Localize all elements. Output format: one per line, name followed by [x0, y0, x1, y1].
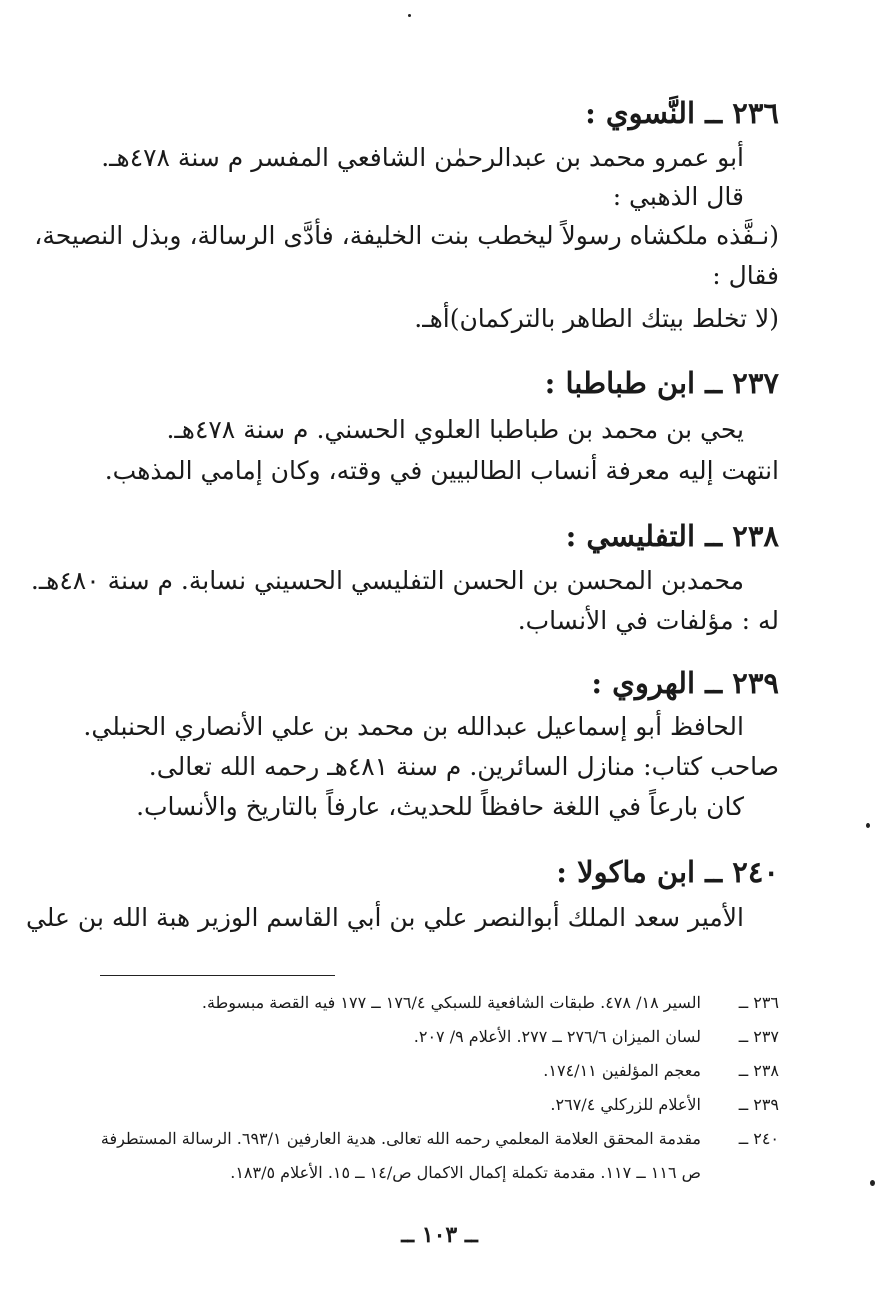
footnote-240: [90, 1129, 779, 1148]
entry-line: صاحب كتاب: منازل السائرين. م سنة ٤٨١هـ رحمه الله تعالى.: [148, 752, 779, 781]
entry-line: (نـفَّذه ملكشاه رسولاً ليخطب بنت الخليفة، فأدَّى الرسالة، وبذل النصيحة،: [34, 221, 779, 250]
footnote-divider: [100, 975, 335, 976]
entry-line: الأمير سعد الملك أبوالنصر علي بن أبي القاسم الوزير هبة الله بن علي: [25, 903, 744, 932]
scan-speck: [408, 14, 411, 17]
entry-line: له : مؤلفات في الأنساب.: [517, 606, 779, 635]
entry-heading-237: ٢٣٧ ــ ابن طباطبا :: [544, 366, 779, 400]
entry-line: انتهت إليه معرفة أنساب الطالبيين في وقته، وكان إمامي المذهب.: [104, 456, 779, 485]
entry-line: فقال :: [712, 261, 779, 290]
entry-line: يحي بن محمد بن طباطبا العلوي الحسني. م سنة ٤٧٨هـ.: [166, 415, 744, 444]
footnote-text: الأعلام للزركلي ٢٦٧/٤.: [550, 1095, 701, 1114]
footnote-text: السير ١٨/ ٤٧٨. طبقات الشافعية للسبكي ١٧٦/٤ ــ ١٧٧ فيه القصة مبسوطة.: [201, 993, 701, 1012]
scan-speck: [870, 1180, 875, 1186]
footnote-number: ٢٣٦ ــ: [738, 993, 779, 1012]
entry-line: كان بارعاً في اللغة حافظاً للحديث، عارفاً بالتاريخ والأنساب.: [136, 792, 744, 821]
entry-line: (لا تخلط بيتك الطاهر بالتركمان)أهـ.: [414, 304, 779, 333]
entry-line: محمدبن المحسن بن الحسن التفليسي الحسيني نسابة. م سنة ٤٨٠هـ.: [30, 566, 744, 595]
entry-heading-239: ٢٣٩ ــ الهروي :: [591, 666, 779, 700]
footnote-236: [90, 993, 779, 1012]
footnote-continuation: ص ١١٦ ــ ١١٧. مقدمة تكملة إكمال الاكمال ص/١٤ ــ ١٥. الأعلام ١٨٣/٥.: [230, 1163, 701, 1182]
page-number: ــ ١٠٣ ــ: [401, 1222, 478, 1248]
entry-line: أبو عمرو محمد بن عبدالرحمٰن الشافعي المفسر م سنة ٤٧٨هـ.: [101, 143, 744, 172]
entry-heading-236: ٢٣٦ ــ النَّسوي :: [585, 96, 779, 130]
footnote-238: [90, 1061, 779, 1080]
entry-line: قال الذهبي :: [612, 182, 744, 211]
footnote-number: ٢٣٧ ــ: [738, 1027, 779, 1046]
footnote-number: ٢٣٨ ــ: [738, 1061, 779, 1080]
footnote-number: ٢٣٩ ــ: [738, 1095, 779, 1114]
footnote-text: مقدمة المحقق العلامة المعلمي رحمه الله تعالى. هدية العارفين ٦٩٣/١. الرسالة المستطرفة: [100, 1129, 701, 1148]
footnote-text: لسان الميزان ٢٧٦/٦ ــ ٢٧٧. الأعلام ٩/ ٢٠٧.: [413, 1027, 701, 1046]
entry-line: الحافظ أبو إسماعيل عبدالله بن محمد بن علي الأنصاري الحنبلي.: [83, 712, 744, 741]
footnote-237: [90, 1027, 779, 1046]
entry-heading-240: ٢٤٠ ــ ابن ماكولا :: [556, 855, 779, 889]
entry-heading-238: ٢٣٨ ــ التفليسي :: [565, 519, 779, 553]
footnote-number: ٢٤٠ ــ: [738, 1129, 779, 1148]
footnote-239: [90, 1095, 779, 1114]
scan-speck: [866, 823, 870, 828]
footnote-text: معجم المؤلفين ١٧٤/١١.: [543, 1061, 701, 1080]
